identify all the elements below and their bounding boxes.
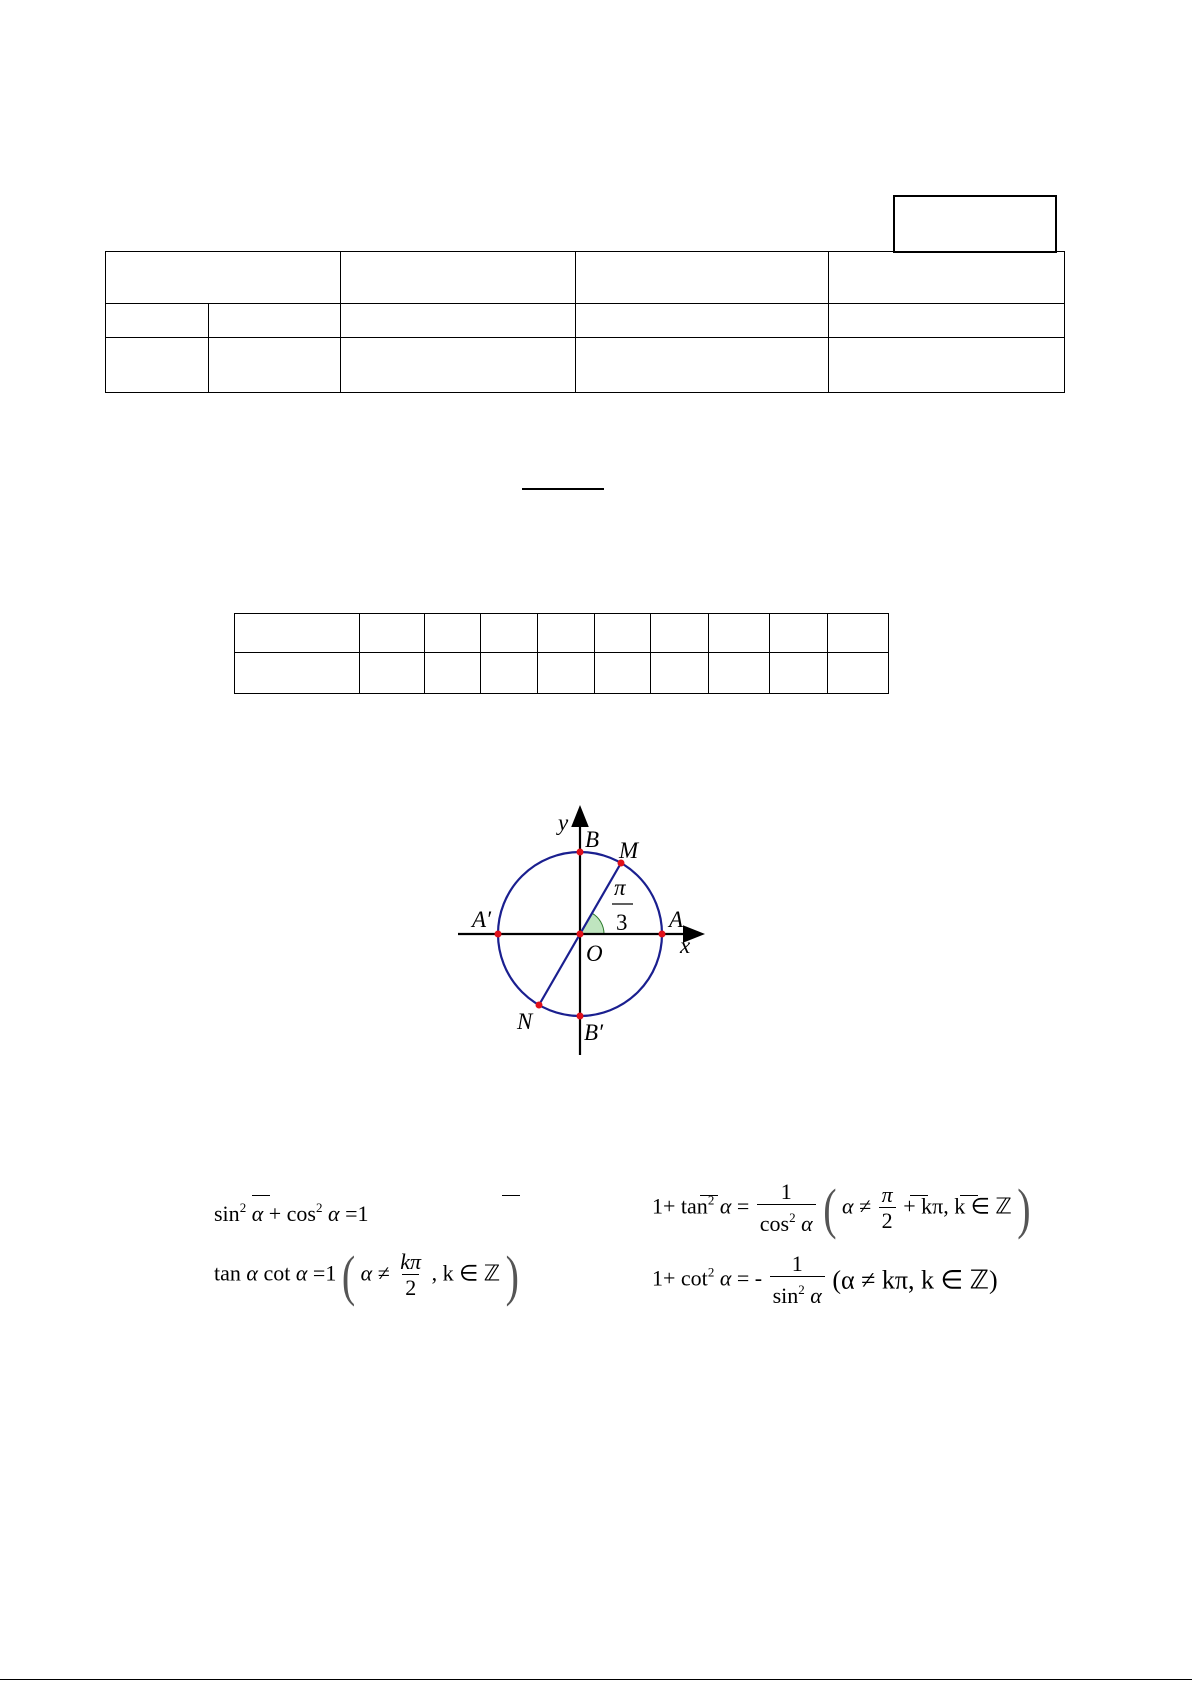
- denominator: [770, 1276, 825, 1309]
- not-equal-sign: ≠: [377, 1260, 390, 1286]
- numerator: kπ: [400, 1249, 422, 1274]
- page-bottom-rule: [0, 1679, 1192, 1680]
- identity-sin-cos: [214, 1200, 368, 1227]
- cos-text: cos: [286, 1201, 316, 1226]
- condition-tail: + kπ, k ∈ ℤ: [903, 1193, 1012, 1219]
- condition: (α ≠ kπ, k ∈ ℤ): [832, 1265, 998, 1295]
- left-paren: (: [823, 1177, 837, 1240]
- alpha-symbol: α: [246, 1260, 258, 1286]
- one-plus: 1+: [652, 1193, 676, 1219]
- numerator: 1: [780, 1179, 792, 1204]
- exponent: 2: [707, 1264, 715, 1280]
- point-a-prime: [495, 931, 502, 938]
- numerator: π: [881, 1182, 893, 1207]
- point-n: [536, 1002, 543, 1009]
- right-paren: ): [1017, 1177, 1031, 1240]
- right-paren: ): [505, 1244, 519, 1307]
- tan-text: tan: [214, 1260, 241, 1286]
- label-three: 3: [616, 910, 628, 935]
- plus-sign: +: [268, 1201, 282, 1226]
- alpha-symbol: α: [251, 1201, 264, 1226]
- cot-text: cot: [263, 1260, 291, 1286]
- sin-text: sin: [772, 1283, 799, 1308]
- alpha-symbol: α: [810, 1283, 822, 1308]
- denominator: 2: [879, 1207, 896, 1234]
- equals-one: =1: [345, 1201, 369, 1226]
- exponent: 2: [316, 1200, 323, 1215]
- fraction: [879, 1183, 896, 1234]
- sin-text: sin: [214, 1201, 240, 1226]
- denominator: 2: [402, 1274, 419, 1301]
- equals-sign: =: [736, 1193, 750, 1219]
- exponent: 2: [789, 1210, 796, 1225]
- one-plus: 1+: [652, 1265, 676, 1291]
- fraction: [757, 1180, 816, 1237]
- label-b: B: [585, 827, 600, 852]
- alpha-symbol: α: [842, 1193, 854, 1219]
- label-o: O: [586, 941, 603, 966]
- label-a-prime: A′: [472, 907, 492, 932]
- identity-tan-sec: [652, 1177, 1031, 1240]
- alpha-symbol: α: [328, 1201, 340, 1226]
- equals-minus: = -: [736, 1265, 763, 1291]
- fraction-bar: [252, 1195, 270, 1196]
- fraction: [397, 1250, 424, 1301]
- cos-text: cos: [759, 1211, 790, 1236]
- label-n: N: [517, 1009, 533, 1034]
- angle-sector: [580, 913, 604, 934]
- identity-tan-cot: [214, 1244, 519, 1307]
- alpha-symbol: α: [801, 1211, 813, 1236]
- identity-cot-csc: [652, 1252, 998, 1309]
- alpha-symbol: α: [295, 1260, 308, 1286]
- label-y: y: [558, 810, 569, 835]
- label-b-prime: B′: [584, 1020, 604, 1045]
- point-b-prime: [577, 1013, 584, 1020]
- exponent: 2: [707, 1192, 715, 1208]
- alpha-symbol: α: [719, 1265, 732, 1291]
- fraction: [770, 1252, 825, 1309]
- tan-text: tan: [680, 1193, 708, 1219]
- not-equal-sign: ≠: [859, 1193, 872, 1219]
- point-b: [577, 849, 584, 856]
- label-m: M: [619, 838, 639, 863]
- fraction-bar: [502, 1195, 520, 1196]
- label-pi: π: [614, 875, 626, 900]
- point-a: [659, 931, 666, 938]
- condition-tail: , k ∈ ℤ: [431, 1260, 501, 1286]
- alpha-symbol: α: [719, 1193, 732, 1219]
- left-paren: (: [341, 1244, 356, 1307]
- equals-one: =1: [312, 1260, 337, 1286]
- denominator: [757, 1204, 816, 1237]
- exponent: 2: [239, 1200, 247, 1215]
- label-a: A: [669, 907, 684, 932]
- exponent: 2: [798, 1282, 805, 1297]
- label-x: x: [680, 933, 691, 958]
- alpha-symbol: α: [360, 1260, 373, 1286]
- cot-text: cot: [680, 1265, 708, 1291]
- numerator: 1: [791, 1251, 803, 1276]
- point-o: [577, 931, 584, 938]
